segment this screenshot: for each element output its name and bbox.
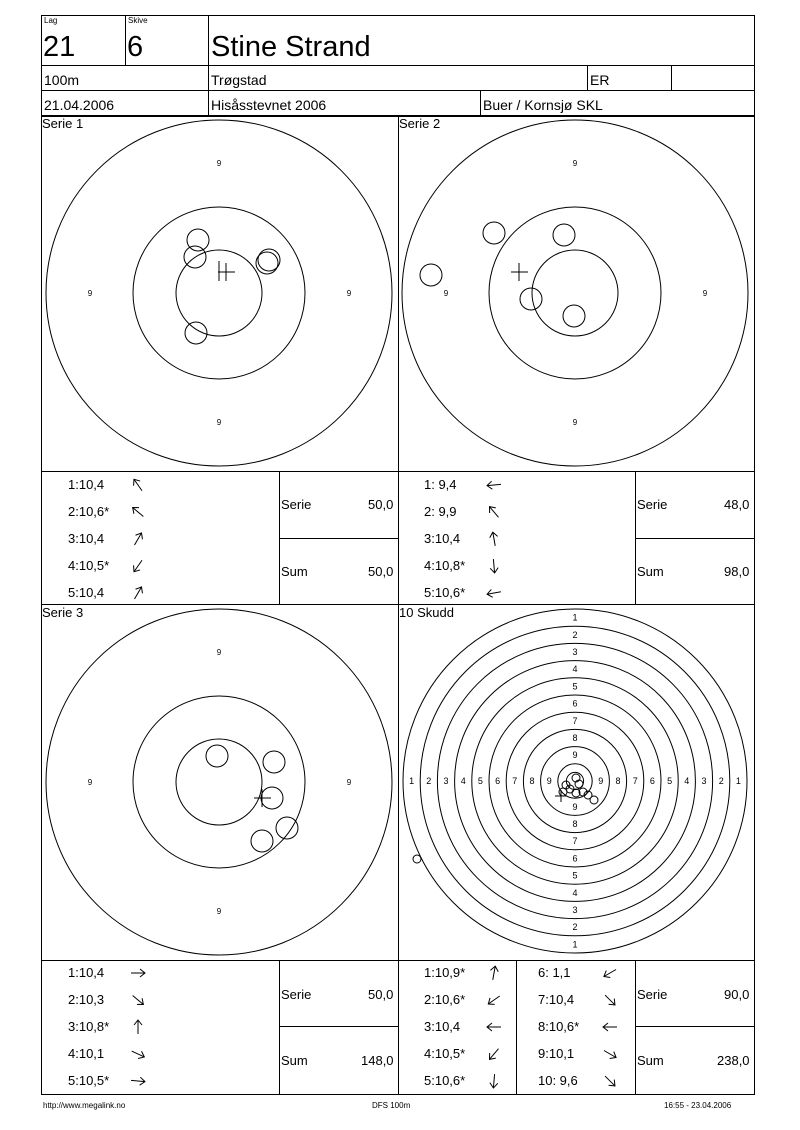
full-target — [398, 605, 755, 960]
header-divider — [41, 90, 755, 91]
north-west-arrow — [128, 502, 148, 522]
score-divider — [516, 960, 517, 1095]
shot-value: 3:10,4 — [68, 531, 105, 546]
south-east-arrow — [128, 1044, 148, 1064]
serie1-title: Serie 1 — [42, 116, 84, 131]
shot-hole — [420, 264, 442, 286]
ring-number: 1 — [572, 612, 578, 623]
shot-value: 1:10,9* — [424, 965, 466, 980]
header-divider — [41, 65, 755, 66]
ring9-bottom: 9 — [216, 907, 222, 916]
shot-hole — [559, 788, 567, 796]
serie2-serie-label: Serie — [637, 497, 668, 512]
grid-divider — [41, 960, 755, 961]
ring-number: 9 — [546, 776, 552, 786]
shot-value: 2:10,3 — [68, 992, 105, 1007]
footer-program: DFS 100m — [372, 1101, 411, 1110]
ring-number: 7 — [572, 836, 578, 847]
shot-value: 5:10,5* — [68, 1073, 110, 1088]
south-east-arrow — [128, 990, 148, 1010]
ring-number: 4 — [460, 776, 466, 786]
ring-number: 4 — [684, 776, 690, 786]
ring9-left: 9 — [87, 778, 93, 787]
ring-number: 2 — [718, 776, 724, 786]
ring — [523, 729, 626, 832]
shot-value: 1:10,4 — [68, 965, 105, 980]
ring-number: 6 — [572, 698, 578, 709]
south-west-arrow — [484, 990, 504, 1010]
shot-hole — [520, 288, 542, 310]
ring-number: 6 — [649, 776, 655, 786]
serie3-target — [41, 605, 398, 960]
north-east-arrow — [128, 529, 148, 549]
south-west-arrow — [128, 556, 148, 576]
ring — [402, 120, 748, 466]
organizer: Buer / Kornsjø SKL — [483, 97, 603, 113]
shot-value: 2:10,6* — [424, 992, 466, 1007]
shot-hole — [483, 222, 505, 244]
east-arrow — [128, 963, 148, 983]
serie3-sum-value: 148,0 — [361, 1053, 394, 1068]
shot-value: 7:10,4 — [538, 992, 575, 1007]
south-west-arrow — [600, 963, 620, 983]
shot-hole — [206, 745, 228, 767]
ring-number: 6 — [572, 853, 578, 864]
ring — [133, 207, 305, 379]
distance: 100m — [44, 72, 80, 88]
ring-number: 6 — [495, 776, 501, 786]
serie2-title: Serie 2 — [399, 116, 441, 131]
ring-number: 3 — [701, 776, 707, 786]
ring9-right: 9 — [346, 778, 352, 787]
ring-number: 7 — [632, 776, 638, 786]
ring-number: 1 — [409, 776, 415, 786]
header-divider — [587, 65, 588, 90]
ring-number: 1 — [572, 939, 578, 950]
ring-number: 8 — [572, 819, 578, 829]
west-arrow — [484, 1017, 504, 1037]
shot-value: 5:10,6* — [424, 585, 466, 600]
serie2-serie-value: 48,0 — [724, 497, 750, 512]
west-arrow — [484, 583, 504, 603]
serie3-serie-label: Serie — [281, 987, 312, 1002]
score-divider — [635, 960, 636, 1095]
shooter-name: Stine Strand — [211, 31, 371, 63]
shot-hole — [413, 855, 421, 863]
serie3-title: Serie 3 — [42, 605, 84, 620]
ring-number: 9 — [572, 750, 578, 761]
serie2-sum-value: 98,0 — [724, 564, 750, 579]
event: Hisåsstevnet 2006 — [211, 97, 327, 113]
ring-number: 2 — [572, 922, 578, 933]
shot-value: 5:10,6* — [424, 1073, 466, 1088]
shot-value: 4:10,8* — [424, 558, 466, 573]
shot-value: 2:10,6* — [68, 504, 110, 519]
ring-number: 3 — [443, 776, 449, 786]
ring9-left: 9 — [443, 289, 449, 298]
shot-value: 4:10,1 — [68, 1046, 105, 1061]
ring9-top: 9 — [216, 648, 222, 657]
ring-number: 4 — [572, 664, 578, 675]
shot-hole — [276, 817, 298, 839]
score-divider — [279, 1026, 398, 1027]
ring-number: 7 — [572, 715, 578, 726]
ring-number: 1 — [735, 776, 741, 786]
south-west-arrow — [484, 1044, 504, 1064]
lag-value: 21 — [43, 31, 76, 63]
ring-number: 8 — [529, 776, 535, 786]
ring-number: 9 — [572, 801, 578, 812]
all-shots-title: 10 Skudd — [399, 605, 454, 620]
ring-number: 8 — [615, 776, 621, 786]
lag-label: Lag — [44, 16, 58, 25]
serie1-sum-label: Sum — [281, 564, 308, 579]
shot-hole — [251, 830, 273, 852]
ring — [133, 696, 305, 868]
shot-hole — [263, 751, 285, 773]
south-arrow — [484, 556, 504, 576]
north-east-arrow — [128, 583, 148, 603]
shot-value: 3:10,4 — [424, 1019, 461, 1034]
south-east-arrow — [600, 990, 620, 1010]
ring-number: 5 — [572, 870, 578, 881]
ring-number: 3 — [572, 905, 578, 915]
serie2-sum-label: Sum — [637, 564, 664, 579]
serie1-sum-value: 50,0 — [368, 564, 394, 579]
score-divider — [635, 538, 755, 539]
date: 21.04.2006 — [44, 97, 115, 113]
skive-label: Skive — [128, 16, 148, 25]
shot-hole — [590, 796, 598, 804]
serie4-sum-value: 238,0 — [717, 1053, 750, 1068]
north-arrow — [484, 963, 504, 983]
shot-value: 6: 1,1 — [538, 965, 571, 980]
shot-value: 8:10,6* — [538, 1019, 580, 1034]
header-divider — [671, 65, 672, 90]
ring9-top: 9 — [216, 159, 222, 168]
score-divider — [279, 960, 280, 1095]
serie2-target — [398, 116, 755, 471]
ring — [176, 739, 262, 825]
ring-number: 2 — [572, 629, 578, 640]
serie1-target — [41, 116, 398, 471]
ring — [46, 609, 392, 955]
serie1-serie-value: 50,0 — [368, 497, 394, 512]
shot-value: 4:10,5* — [68, 558, 110, 573]
shot-hole — [553, 224, 575, 246]
skive-value: 6 — [127, 31, 144, 63]
serie3-sum-label: Sum — [281, 1053, 308, 1068]
shot-value: 3:10,8* — [68, 1019, 110, 1034]
shot-value: 2: 9,9 — [424, 504, 457, 519]
ring-number: 3 — [572, 647, 578, 657]
header-divider — [480, 90, 481, 116]
club: Trøgstad — [211, 72, 267, 88]
ring-number: 7 — [512, 776, 518, 786]
header-divider — [208, 15, 209, 116]
shot-value: 3:10,4 — [424, 531, 461, 546]
ring — [455, 661, 696, 902]
score-divider — [279, 538, 398, 539]
class: ER — [590, 72, 610, 88]
serie4-sum-label: Sum — [637, 1053, 664, 1068]
ring — [46, 120, 392, 466]
shot-value: 1:10,4 — [68, 477, 105, 492]
north-arrow — [484, 529, 504, 549]
shot-hole — [563, 305, 585, 327]
shot-hole — [187, 229, 209, 251]
footer-timestamp: 16:55 - 23.04.2006 — [664, 1101, 732, 1110]
east-arrow — [128, 1071, 148, 1091]
ring9-bottom: 9 — [572, 418, 578, 427]
shot-value: 1: 9,4 — [424, 477, 457, 492]
south-arrow — [484, 1071, 504, 1091]
shot-value: 5:10,4 — [68, 585, 105, 600]
shot-value: 10: 9,6 — [538, 1073, 578, 1088]
ring9-right: 9 — [346, 289, 352, 298]
south-east-arrow — [600, 1071, 620, 1091]
serie4-serie-value: 90,0 — [724, 987, 750, 1002]
serie4-serie-label: Serie — [637, 987, 668, 1002]
ring — [532, 250, 618, 336]
ring-number: 5 — [572, 681, 578, 692]
shot-value: 4:10,5* — [424, 1046, 466, 1061]
ring-number: 4 — [572, 887, 578, 898]
west-arrow — [600, 1017, 620, 1037]
ring-number: 9 — [598, 776, 604, 786]
north-arrow — [128, 1017, 148, 1037]
shot-value: 9:10,1 — [538, 1046, 575, 1061]
ring-number: 2 — [426, 776, 432, 786]
ring-number: 5 — [477, 776, 483, 786]
north-west-arrow — [484, 502, 504, 522]
ring9-right: 9 — [702, 289, 708, 298]
ring9-bottom: 9 — [216, 418, 222, 427]
ring9-top: 9 — [572, 159, 578, 168]
grid-divider — [41, 471, 755, 472]
ring9-left: 9 — [87, 289, 93, 298]
ring-number: 5 — [667, 776, 673, 786]
footer-url: http://www.megalink.no — [43, 1101, 126, 1110]
score-divider — [635, 1026, 755, 1027]
ring-number: 8 — [572, 733, 578, 743]
south-east-arrow — [600, 1044, 620, 1064]
west-arrow — [484, 475, 504, 495]
header-divider — [125, 15, 126, 65]
north-west-arrow — [128, 475, 148, 495]
serie1-serie-label: Serie — [281, 497, 312, 512]
serie3-serie-value: 50,0 — [368, 987, 394, 1002]
